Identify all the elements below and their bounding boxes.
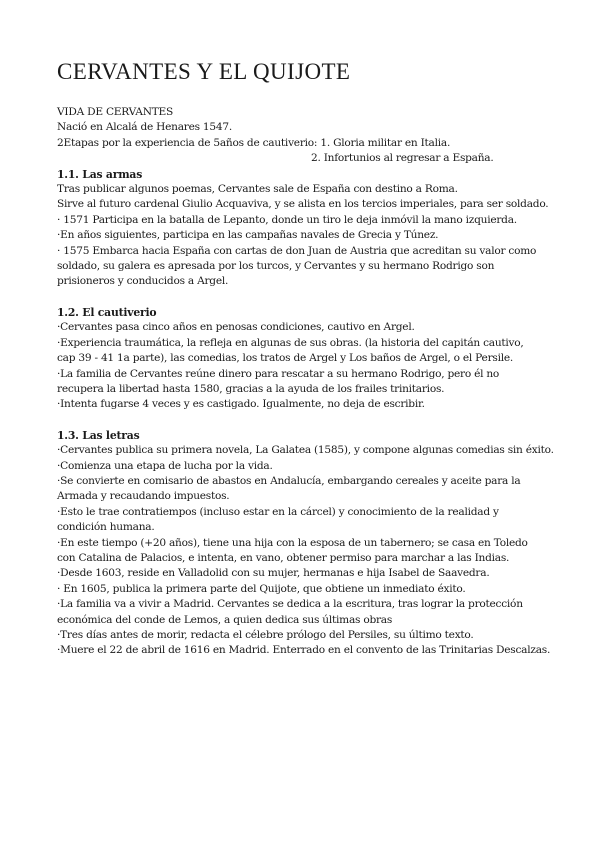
letras-line-3: ·Se convierte en comisario de abastos en Andalucía, embargando cereales y aceite para la Armada y recaudando impuestos. (57, 474, 521, 503)
letras-line-10: ·Muere el 22 de abril de 1616 en Madrid. Enterrado en el convento de las Trinitarias Descalzas. (57, 644, 551, 657)
cautiverio-line-3: ·La familia de Cervantes reúne dinero para rescatar a su hermano Rodrigo, pero él no recupera la libertad hasta 1580, gracias a la ayuda de los frailes trinitarios. (57, 367, 500, 395)
intro-stages-line-2: 2. Infortunios al regresar a España. (311, 152, 494, 165)
section-heading-cautiverio: 1.2. El cautiverio (57, 305, 157, 319)
letras-line-4: ·Esto le trae contratiempos (incluso estar en la cárcel) y conocimiento de la realidad y condición humana. (57, 505, 499, 534)
page-title: CERVANTES Y EL QUIJOTE (57, 59, 351, 84)
intro-stages-line-1: 2Etapas por la experiencia de 5años de cautiverio: 1. Gloria militar en Italia. (57, 136, 451, 149)
armas-line-4: ·En años siguientes, participa en las campañas navales de Grecia y Túnez. (57, 229, 439, 242)
letras-line-2: ·Comienza una etapa de lucha por la vida. (57, 459, 273, 472)
cautiverio-line-1: ·Cervantes pasa cinco años en penosas condiciones, cautivo en Argel. (57, 321, 415, 334)
armas-line-5: · 1575 Embarca hacia España con cartas de don Juan de Austria que acreditan su valor como soldado, su galera es apresada por los turcos, y Cervantes y su hermano Rodrigo son prisioneros y conducidos a Argel. (57, 244, 537, 288)
intro-heading: VIDA DE CERVANTES (57, 106, 174, 118)
letras-line-1: ·Cervantes publica su primera novela, La Galatea (1585), y compone algunas comedias sin éxito. (57, 444, 554, 457)
letras-line-5: ·En este tiempo (+20 años), tiene una hija con la esposa de un tabernero; se casa en Toledo con Catalina de Palacios, e intenta, en vano, obtener permiso para marchar a las Indias. (57, 536, 528, 564)
section-heading-letras: 1.3. Las letras (57, 428, 140, 442)
intro-born: Nació en Alcalá de Henares 1547. (57, 121, 233, 134)
letras-line-6: ·Desde 1603, reside en Valladolid con su mujer, hermanas e hija Isabel de Saavedra. (57, 567, 490, 580)
section-heading-armas: 1.1. Las armas (57, 167, 143, 181)
letras-line-7: · En 1605, publica la primera parte del Quijote, que obtiene un inmediato éxito. (57, 582, 466, 595)
letras-line-9: ·Tres días antes de morir, redacta el célebre prólogo del Persiles, su último texto. (57, 629, 474, 641)
armas-line-3: · 1571 Participa en la batalla de Lepanto, donde un tiro le deja inmóvil la mano izquierda. (57, 213, 517, 226)
cautiverio-line-4: ·Intenta fugarse 4 veces y es castigado. Igualmente, no deja de escribir. (57, 398, 425, 411)
cautiverio-line-2: ·Experiencia traumática, la refleja en algunas de sus obras. (la historia del capitán cautivo, cap 39 - 41 1a parte), las comedias, los tratos de Argel y Los baños de Argel, o el Persile. (57, 336, 524, 365)
armas-line-2: Sirve al futuro cardenal Giulio Acquaviva, y se alista en los tercios imperiales, para ser soldado. (57, 198, 549, 211)
armas-line-1: Tras publicar algunos poemas, Cervantes sale de España con destino a Roma. (57, 183, 458, 196)
letras-line-8: ·La familia va a vivir a Madrid. Cervantes se dedica a la escritura, tras lograr la protección económica del conde de Lemos, a quien dedica sus últimas obras (57, 598, 523, 626)
